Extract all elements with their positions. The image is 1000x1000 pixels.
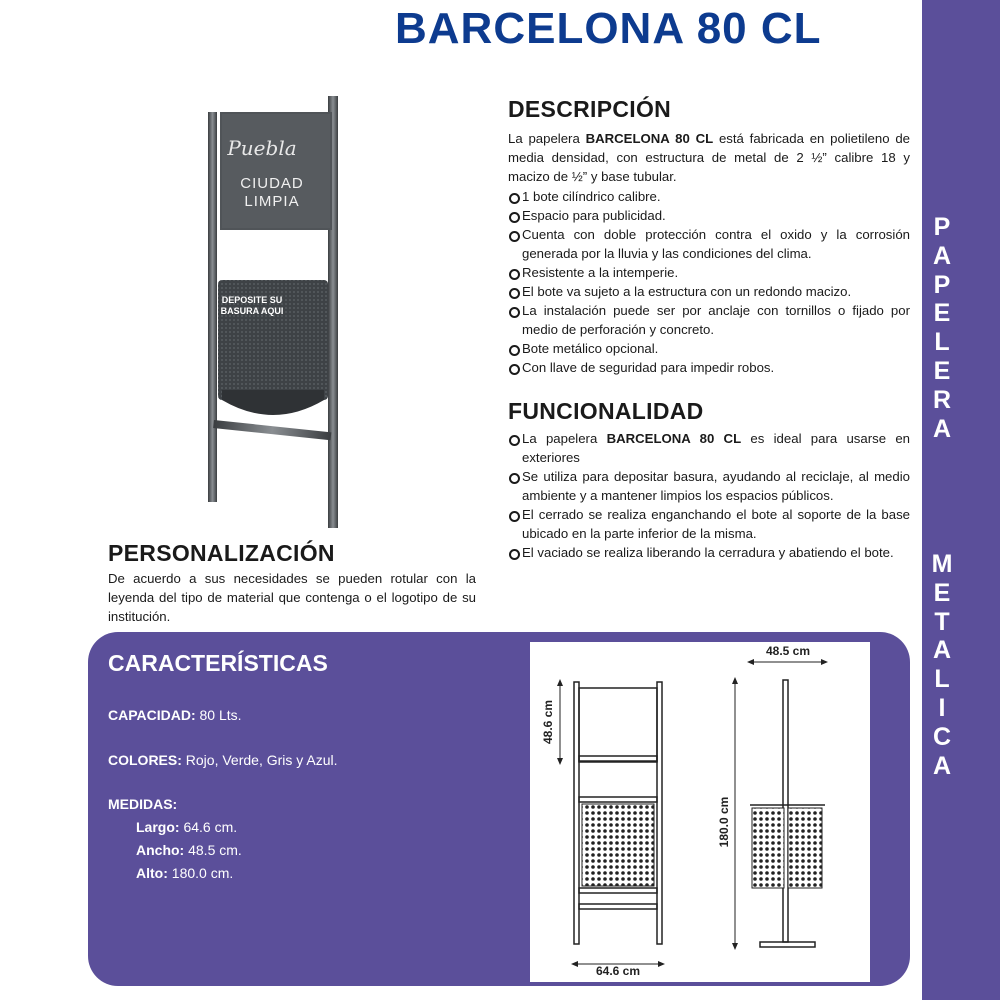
metalica-letter: L [934,665,950,694]
list-item: El bote va sujeto a la estructura con un redondo macizo. [508,282,910,301]
list-item: La papelera BARCELONA 80 CL es ideal para usarse en exteriores [508,429,910,467]
list-item: Con llave de seguridad para impedir robos. [508,358,910,377]
caracteristicas-heading: CARACTERÍSTICAS [108,650,328,676]
side-banner [922,0,1000,1000]
metalica-letter: A [932,751,952,780]
descripcion-list [508,187,910,377]
personalizacion-heading: PERSONALIZACIÓN [108,540,335,566]
spec-ancho: Ancho: 48.5 cm. [136,842,242,858]
sign-line1: CIUDAD [240,175,304,192]
papelera-letter: E [933,299,951,328]
papelera-letter: E [933,356,951,385]
dim-depth: 48.5 cm [765,644,811,658]
descripcion-intro: La papelera BARCELONA 80 CL está fabricada en polietileno de media densidad, con estructura de metal de 2 ½” calibre 18 y macizo de ½” y base tubular. [508,131,911,184]
metalica-letter: T [934,607,950,636]
list-item: El vaciado se realiza liberando la cerradura y abatiendo el bote. [508,543,910,562]
descripcion-heading: DESCRIPCIÓN [508,96,672,122]
list-item: Se utiliza para depositar basura, ayudando al reciclaje, al medio ambiente y a mantener limpios los espacios públicos. [508,467,910,505]
side-word-metalica [922,550,962,780]
page-title: BARCELONA 80 CL [395,4,822,53]
side-word-papelera [922,213,962,443]
technical-drawing [530,642,870,982]
list-item: Resistente a la intemperie. [508,263,910,282]
list-item: Espacio para publicidad. [508,206,910,225]
spec-colores: COLORES: Rojo, Verde, Gris y Azul. [108,752,338,768]
papelera-letter: P [933,213,951,241]
spec-alto: Alto: 180.0 cm. [136,865,234,881]
dim-sign-height: 48.6 cm [541,699,555,745]
papelera-letter: L [934,328,950,357]
funcionalidad-list [508,429,910,562]
list-item: La instalación puede ser por anclaje con tornillos o fijado por medio de perforación y concreto. [508,301,910,339]
bin-label-line1: DEPOSITE SU [221,295,283,305]
spec-medidas: MEDIDAS: [108,796,178,812]
list-item: Cuenta con doble protección contra el oxido y la corrosión generada por la lluvia y las condiciones del clima. [508,225,910,263]
papelera-letter: P [933,270,951,299]
product-illustration [200,90,350,530]
sign-logo: Puebla [227,136,297,160]
metalica-letter: A [932,636,952,665]
metalica-letter: E [933,578,951,607]
papelera-letter: R [932,385,952,414]
papelera-letter: A [932,414,952,443]
dim-height: 180.0 cm [717,796,731,848]
metalica-letter: M [931,550,953,578]
list-item: 1 bote cilíndrico calibre. [508,187,910,206]
metalica-letter: I [938,693,946,722]
list-item: El cerrado se realiza enganchando el bote al soporte de la base ubicado en la parte inferior de la misma. [508,505,910,543]
personalizacion-text: De acuerdo a sus necesidades se pueden rotular con la leyenda del tipo de material que contenga o el logotipo de su institución. [108,571,476,624]
list-item: Bote metálico opcional. [508,339,910,358]
papelera-letter: A [932,241,952,270]
sign-line2: LIMPIA [244,193,300,210]
metalica-letter: C [932,722,952,751]
bin-label-line2: BASURA AQUI [220,306,284,316]
spec-capacidad: CAPACIDAD: 80 Lts. [108,707,242,723]
dim-width: 64.6 cm [595,964,641,978]
funcionalidad-heading: FUNCIONALIDAD [508,398,704,424]
spec-largo: Largo: 64.6 cm. [136,819,238,835]
